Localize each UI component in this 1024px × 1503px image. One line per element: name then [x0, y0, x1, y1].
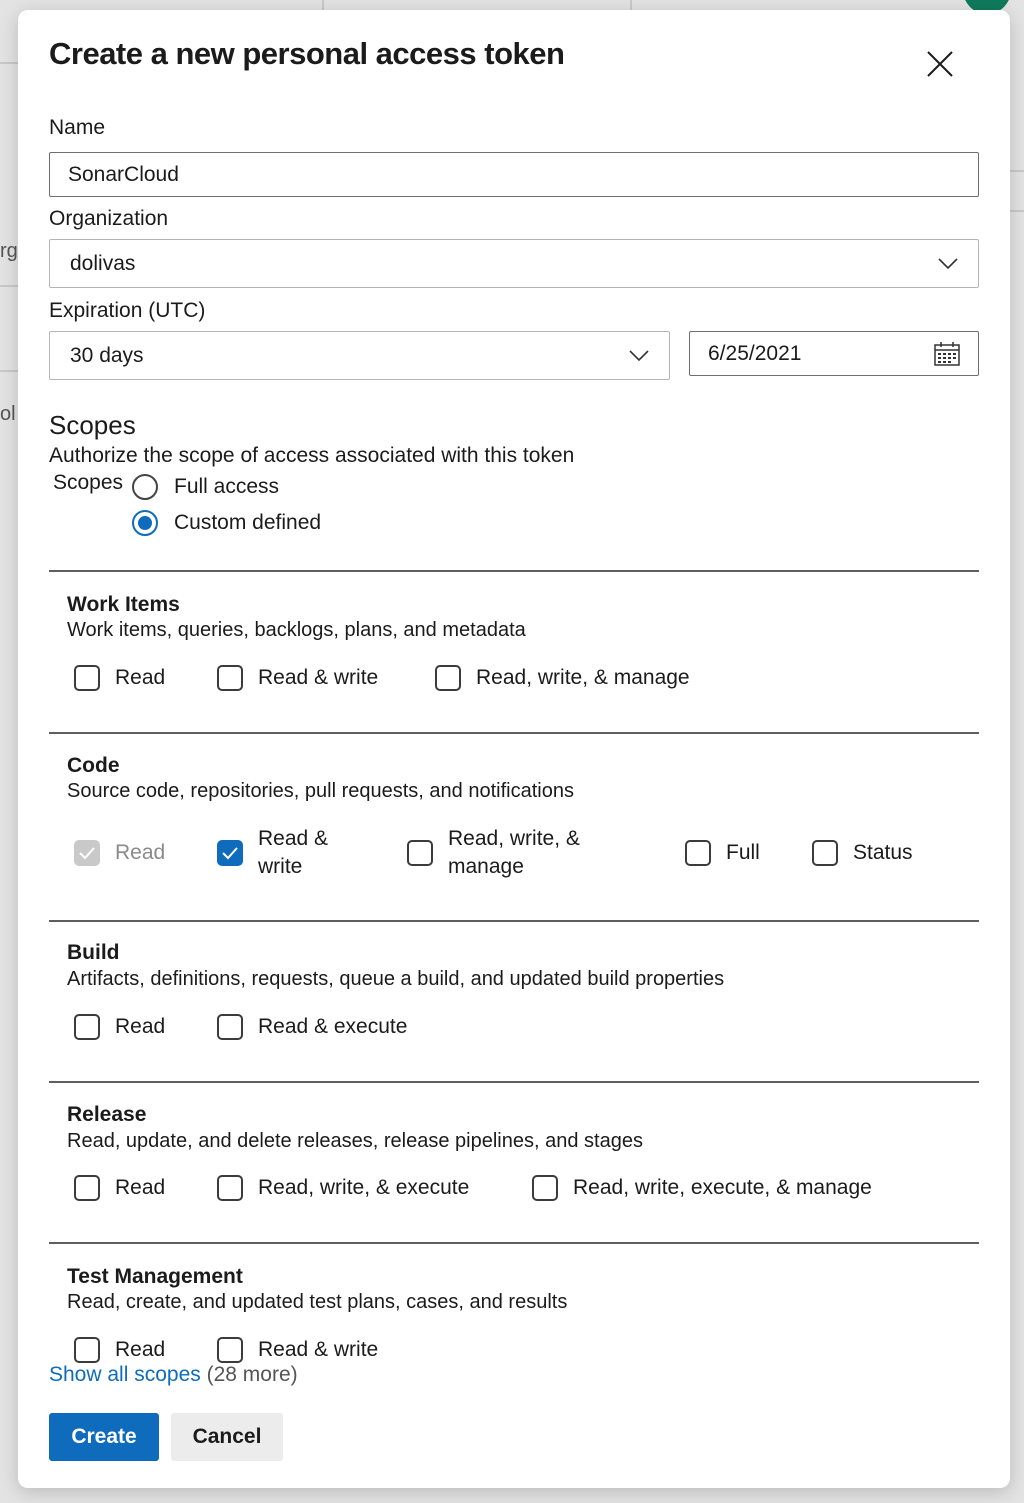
- bg-divider: [0, 370, 18, 372]
- expiration-date-input[interactable]: [689, 331, 979, 376]
- group-title-test-management: Test Management: [67, 1265, 243, 1288]
- radio-label: Full access: [174, 475, 280, 498]
- name-input-value: SonarCloud: [68, 162, 179, 186]
- close-button[interactable]: [916, 40, 964, 88]
- radio-button[interactable]: [132, 474, 158, 500]
- option-label: Status: [853, 841, 913, 864]
- group-description: Source code, repositories, pull requests, and notifications: [67, 780, 574, 802]
- checkbox[interactable]: [74, 1175, 100, 1201]
- bg-divider: [1010, 210, 1024, 212]
- test-read-write-option[interactable]: [217, 1336, 378, 1364]
- checkbox[interactable]: [685, 840, 711, 866]
- group-title-work-items: Work Items: [67, 593, 180, 616]
- checkbox[interactable]: [74, 665, 100, 691]
- calendar-icon[interactable]: [934, 342, 960, 366]
- section-divider: [49, 570, 979, 572]
- work-items-read-option[interactable]: [74, 664, 165, 692]
- checkmark-icon: [221, 846, 239, 860]
- option-label: Read, write, & execute: [258, 1176, 470, 1199]
- checkbox[interactable]: [217, 840, 243, 866]
- option-label: Read & execute: [258, 1015, 408, 1038]
- group-description: Work items, queries, backlogs, plans, and metadata: [67, 619, 526, 641]
- bg-text-fragment: ol: [0, 403, 16, 425]
- scopes-radio-group-label: Scopes: [53, 471, 124, 494]
- checkbox: [74, 840, 100, 866]
- create-button[interactable]: Create: [49, 1413, 159, 1461]
- checkmark-icon: [78, 846, 96, 860]
- scopes-heading: Scopes: [49, 410, 136, 440]
- radio-custom-defined[interactable]: [132, 510, 321, 536]
- code-read-write-option[interactable]: [217, 825, 348, 881]
- option-label: Read & write: [258, 666, 379, 689]
- radio-label: Custom defined: [174, 511, 322, 534]
- chevron-down-icon: [938, 258, 958, 270]
- code-read-write-manage-option[interactable]: [407, 825, 608, 881]
- scroll-clip: [18, 1332, 1010, 1361]
- option-label: Read, write, execute, & manage: [573, 1176, 872, 1199]
- option-label: Read: [115, 1338, 166, 1361]
- bg-divider: [0, 285, 18, 287]
- expiration-label: Expiration (UTC): [49, 299, 206, 322]
- organization-value: dolivas: [70, 251, 136, 275]
- section-divider: [49, 1242, 979, 1244]
- option-label: Read & write: [258, 827, 329, 878]
- option-label: Read: [115, 1015, 166, 1038]
- code-full-option[interactable]: [685, 839, 760, 867]
- cancel-button[interactable]: Cancel: [171, 1413, 283, 1461]
- section-divider: [49, 732, 979, 734]
- code-read-option: [74, 839, 165, 867]
- section-divider: [49, 1081, 979, 1083]
- checkbox[interactable]: [74, 1337, 100, 1363]
- show-all-scopes-link[interactable]: Show all scopes: [49, 1363, 201, 1386]
- checkbox[interactable]: [217, 665, 243, 691]
- group-title-build: Build: [67, 941, 120, 964]
- radio-button[interactable]: [132, 510, 158, 536]
- chevron-down-icon: [629, 350, 649, 362]
- more-scopes-count: (28 more): [206, 1363, 298, 1386]
- bg-text-fragment: rg: [0, 240, 18, 262]
- expiration-date-value: 6/25/2021: [708, 341, 802, 365]
- scopes-description: Authorize the scope of access associated with this token: [49, 444, 575, 467]
- release-read-write-execute-manage-option[interactable]: [532, 1174, 872, 1202]
- option-label: Full: [726, 841, 760, 864]
- expiration-value: 30 days: [70, 343, 144, 367]
- option-label: Read & write: [258, 1338, 379, 1361]
- code-status-option[interactable]: [812, 839, 913, 867]
- pat-dialog: [18, 10, 1010, 1488]
- name-label: Name: [49, 116, 106, 139]
- name-input[interactable]: [49, 152, 979, 197]
- option-label: Read, write, & manage: [476, 666, 690, 689]
- close-icon: [916, 40, 964, 88]
- group-title-release: Release: [67, 1103, 147, 1126]
- release-read-option[interactable]: [74, 1174, 165, 1202]
- checkbox[interactable]: [217, 1014, 243, 1040]
- checkbox[interactable]: [407, 840, 433, 866]
- section-divider: [49, 920, 979, 922]
- checkbox[interactable]: [812, 840, 838, 866]
- checkbox[interactable]: [74, 1014, 100, 1040]
- work-items-read-write-manage-option[interactable]: [435, 664, 690, 692]
- expiration-select[interactable]: [49, 331, 670, 380]
- group-description: Read, create, and updated test plans, cases, and results: [67, 1291, 568, 1313]
- build-read-option[interactable]: [74, 1013, 165, 1041]
- show-all-scopes: [49, 1363, 298, 1387]
- checkbox[interactable]: [435, 665, 461, 691]
- option-label: Read: [115, 666, 166, 689]
- bg-divider: [0, 62, 18, 64]
- option-label: Read, write, & manage: [448, 827, 580, 878]
- option-label: Read: [115, 1176, 166, 1199]
- option-label: Read: [115, 841, 166, 864]
- bg-divider: [322, 0, 324, 10]
- bg-divider: [630, 0, 632, 10]
- dialog-title: Create a new personal access token: [49, 36, 565, 71]
- organization-label: Organization: [49, 207, 169, 230]
- checkbox[interactable]: [217, 1337, 243, 1363]
- organization-select[interactable]: [49, 239, 979, 288]
- group-description: Read, update, and delete releases, release pipelines, and stages: [67, 1130, 643, 1152]
- group-title-code: Code: [67, 754, 120, 777]
- group-description: Artifacts, definitions, requests, queue a build, and updated build properties: [67, 968, 725, 990]
- checkbox[interactable]: [532, 1175, 558, 1201]
- test-read-option[interactable]: [74, 1336, 165, 1364]
- bg-divider: [1010, 170, 1024, 172]
- release-read-write-execute-option[interactable]: [217, 1174, 469, 1202]
- checkbox[interactable]: [217, 1175, 243, 1201]
- work-items-read-write-option[interactable]: [217, 664, 378, 692]
- build-read-execute-option[interactable]: [217, 1013, 407, 1041]
- radio-full-access[interactable]: [132, 474, 279, 500]
